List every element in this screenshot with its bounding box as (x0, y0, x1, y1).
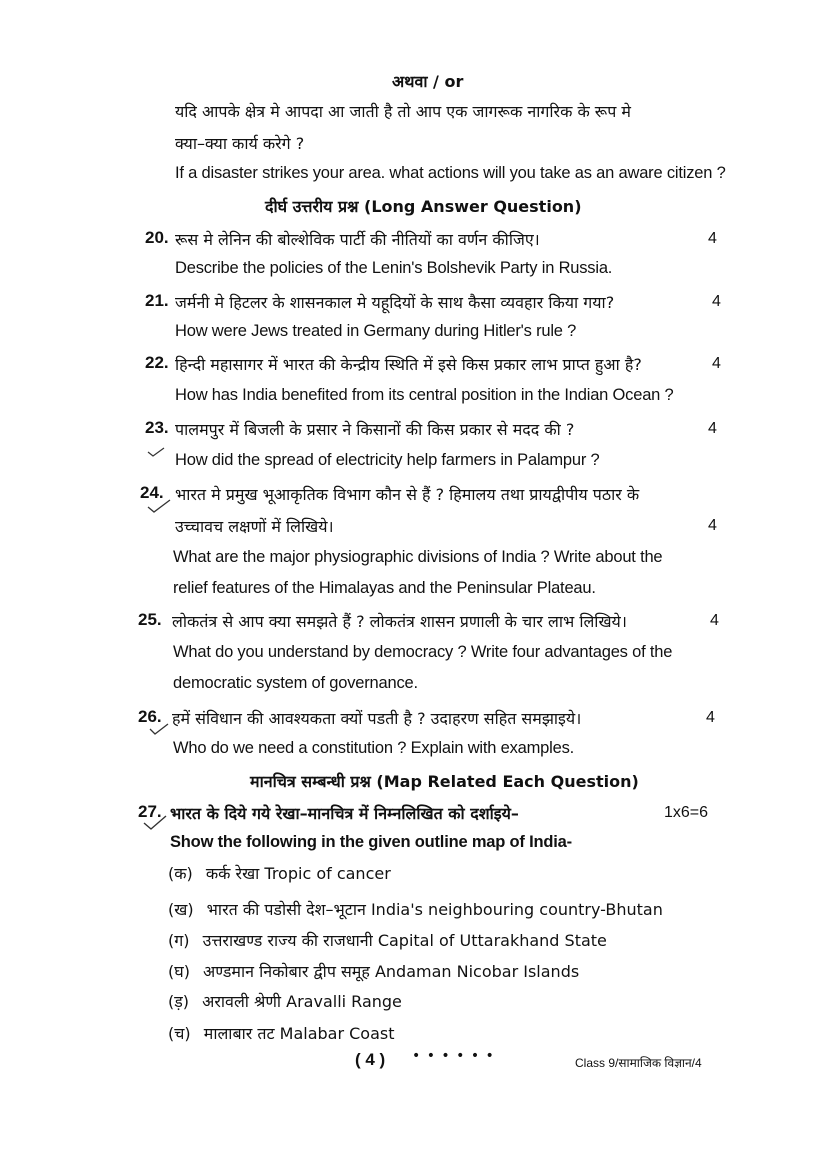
question-hindi: पालमपुर में बिजली के प्रसार ने किसानों की किस प्रकार से मदद की ? (175, 420, 575, 439)
question-marks: 4 (712, 355, 721, 372)
map-item-label: (घ) (168, 962, 190, 981)
question-english-line1: What do you understand by democracy ? Write four advantages of the (173, 643, 673, 661)
map-item-label: (ड़) (168, 992, 190, 1011)
question-marks: 4 (710, 612, 719, 629)
map-item (168, 960, 579, 982)
map-item-text: उत्तराखण्ड राज्य की राजधानी Capital of Uttarakhand State (202, 931, 607, 950)
question-marks: 4 (708, 420, 717, 437)
question-english-line1: What are the major physiographic divisions of India ? Write about the (173, 548, 663, 566)
question-english-line2: relief features of the Himalayas and the Peninsular Plateau. (173, 579, 596, 597)
question-marks: 4 (708, 517, 717, 534)
question-hindi: हमें संविधान की आवश्यकता क्यों पडती है ? उदाहरण सहित समझाइये। (172, 709, 582, 728)
check-mark-icon (146, 498, 172, 514)
question-number: 22. (145, 353, 169, 372)
map-item-text: अण्डमान निकोबार द्वीप समूह Andaman Nicobar Islands (203, 962, 580, 981)
map-item-label: (च) (168, 1024, 191, 1043)
question-hindi-line1: भारत मे प्रमुख भूआकृतिक विभाग कौन से हैं ? हिमालय तथा प्रायद्वीपीय पठार के (175, 485, 640, 504)
map-item (168, 1022, 395, 1044)
map-item-text: भारत की पडोसी देश–भूटान India's neighbouring country-Bhutan (206, 900, 663, 919)
decorative-dots: • • • • • • (412, 1048, 495, 1064)
map-item-label: (क) (168, 864, 193, 883)
question-english: Who do we need a constitution ? Explain with examples. (173, 739, 575, 757)
question-marks: 4 (712, 293, 721, 310)
question-english: Show the following in the given outline map of India- (170, 833, 572, 851)
question-hindi: भारत के दिये गये रेखा–मानचित्र में निम्नलिखित को दर्शाइये– (170, 804, 519, 823)
map-item (168, 862, 391, 884)
question-marks: 1x6=6 (664, 804, 709, 821)
long-answer-heading: दीर्घ उत्तरीय प्रश्न (Long Answer Question) (265, 197, 582, 216)
map-question-heading: मानचित्र सम्बन्धी प्रश्न (Map Related Each Question) (250, 772, 639, 791)
question-marks: 4 (706, 709, 715, 726)
question-number: 25. (138, 610, 162, 629)
map-item-text: अरावली श्रेणी Aravalli Range (202, 992, 402, 1011)
page-number: ( 4 ) (355, 1050, 386, 1069)
question-number: 24. (140, 483, 164, 502)
check-mark-icon (148, 722, 170, 736)
question-number: 23. (145, 418, 169, 437)
question-english: How were Jews treated in Germany during Hitler's rule ? (175, 322, 577, 340)
question-number: 20. (145, 228, 169, 247)
map-item (168, 929, 607, 951)
map-item-label: (ख) (168, 900, 194, 919)
question-english: How did the spread of electricity help farmers in Palampur ? (175, 451, 600, 469)
question-hindi: जर्मनी मे हिटलर के शासनकाल मे यहूदियों के साथ कैसा व्यवहार किया गया? (175, 293, 615, 312)
question-english-line2: democratic system of governance. (173, 674, 418, 692)
question-hindi: हिन्दी महासागर में भारत की केन्द्रीय स्थिति में इसे किस प्रकार लाभ प्राप्त हुआ है? (175, 355, 642, 374)
question-english: How has India benefited from its central position in the Indian Ocean ? (175, 386, 674, 404)
question-marks: 4 (708, 230, 717, 247)
question-number: 26. (138, 707, 162, 726)
map-item-text: मालाबार तट Malabar Coast (203, 1024, 395, 1043)
check-mark-icon (142, 814, 168, 832)
or-question-english: If a disaster strikes your area. what actions will you take as an aware citizen ? (175, 164, 726, 182)
map-item-label: (ग) (168, 931, 190, 950)
question-hindi-line2: उच्चावच लक्षणों में लिखिये। (175, 517, 334, 536)
question-english: Describe the policies of the Lenin's Bolshevik Party in Russia. (175, 259, 613, 277)
map-item (168, 898, 663, 920)
map-item (168, 990, 402, 1012)
or-question-hindi-line2: क्या–क्या कार्य करेगे ? (175, 134, 305, 153)
question-number: 21. (145, 291, 169, 310)
check-mark-icon (146, 446, 166, 458)
or-heading: अथवा / or (392, 72, 464, 91)
question-hindi: रूस मे लेनिन की बोल्शेविक पार्टी की नीतियों का वर्णन कीजिए। (175, 230, 540, 249)
class-code: Class 9/सामाजिक विज्ञान/4 (575, 1056, 702, 1070)
map-item-text: कर्क रेखा Tropic of cancer (205, 864, 391, 883)
question-hindi: लोकतंत्र से आप क्या समझते हैं ? लोकतंत्र शासन प्रणाली के चार लाभ लिखिये। (172, 612, 627, 631)
or-question-hindi-line1: यदि आपके क्षेत्र मे आपदा आ जाती है तो आप एक जागरूक नागरिक के रूप मे (175, 102, 631, 121)
question-number: 27. (138, 802, 162, 821)
